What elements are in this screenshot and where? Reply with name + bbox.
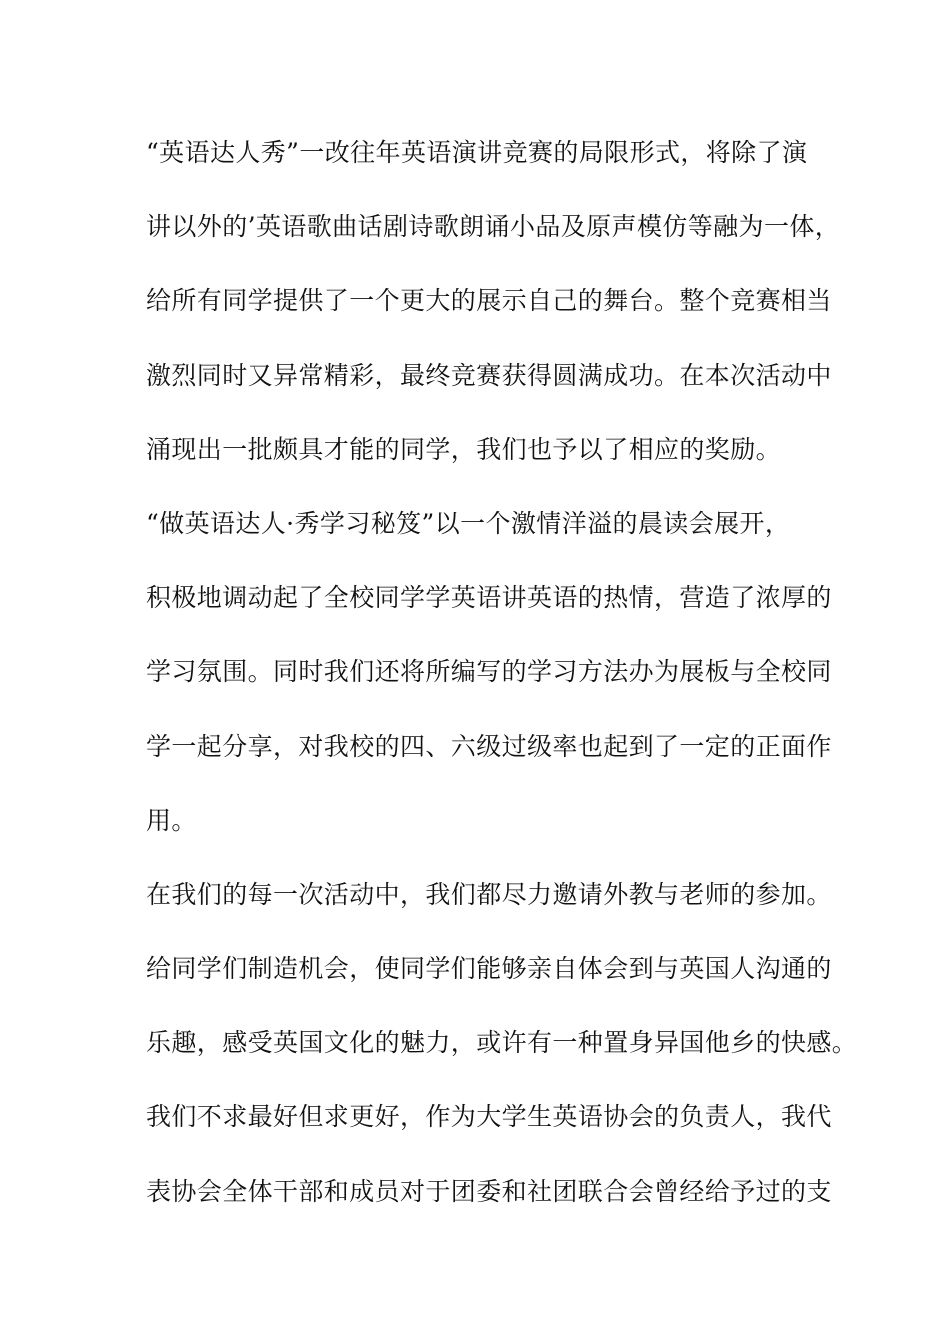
body-text (146, 133, 858, 1246)
text-line: 用。 (146, 805, 197, 835)
text-line: 激烈同时又异常精彩，最终竞赛获得圆满成功。在本次活动中 (146, 360, 832, 390)
text-line: 我们不求最好但求更好，作为大学生英语协会的负责人，我代 (146, 1102, 832, 1132)
text-line: 学一起分享，对我校的四、六级过级率也起到了一定的正面作 (146, 731, 832, 761)
text-line: 给所有同学提供了一个更大的展示自己的舞台。整个竞赛相当 (146, 286, 832, 316)
text-line: “做英语达人·秀学习秘笈”以一个激情洋溢的晨读会展开， (146, 508, 791, 538)
text-line: “英语达人秀”一改往年英语演讲竞赛的局限形式，将除了演 (146, 138, 808, 167)
text-line: 学习氛围。同时我们还将所编写的学习方法办为展板与全校同 (146, 657, 832, 687)
text-line: 乐趣，感受英国文化的魅力，或许有一种置身异国他乡的快感。 (146, 1028, 858, 1058)
text-line: 给同学们制造机会，使同学们能够亲自体会到与英国人沟通的 (146, 954, 832, 984)
text-line: 积极地调动起了全校同学学英语讲英语的热情，营造了浓厚的 (146, 583, 832, 613)
text-line: 讲以外的’英语歌曲话剧诗歌朗诵小品及原声模仿等融为一体， (146, 212, 841, 242)
text-line: 涌现出一批颇具才能的同学，我们也予以了相应的奖励。 (146, 434, 782, 464)
text-line: 表协会全体干部和成员对于团委和社团联合会曾经给予过的支 (146, 1176, 832, 1206)
text-line: 在我们的每一次活动中，我们都尽力邀请外教与老师的参加。 (146, 879, 832, 909)
